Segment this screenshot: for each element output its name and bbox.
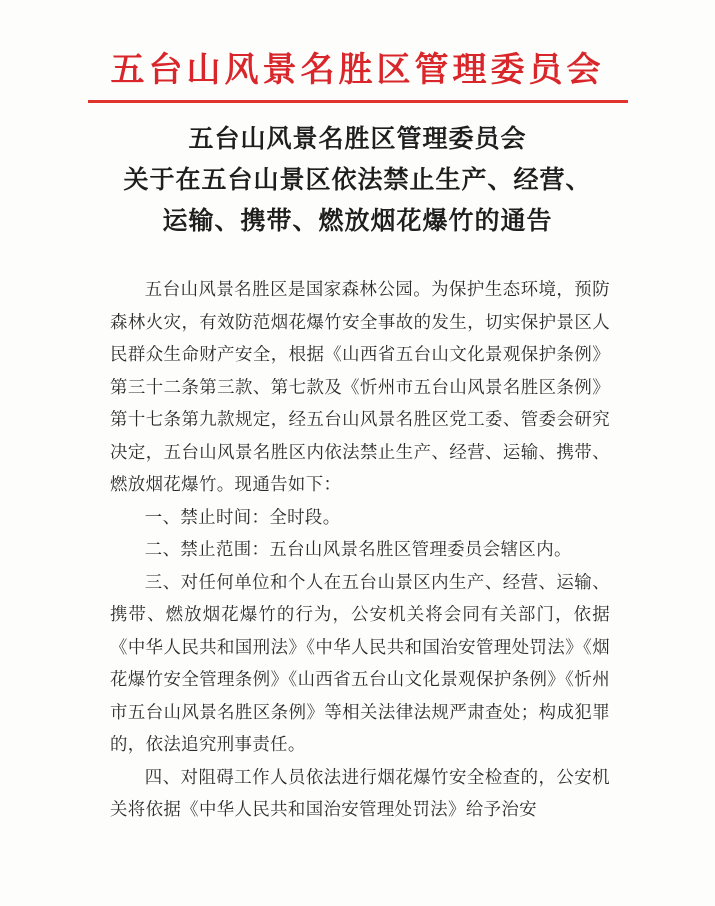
body-paragraph-item-4: 四、对阻碍工作人员依法进行烟花爆竹安全检查的，公安机关将依据《中华人民共和国治安管理处罚法》给予治安 xyxy=(110,767,610,820)
body-paragraph-item-2: 二、禁止范围：五台山风景名胜区管理委员会辖区内。 xyxy=(144,540,572,560)
letterhead-red-rule xyxy=(88,100,628,103)
body-paragraph-item-1: 一、禁止时间：全时段。 xyxy=(144,507,341,528)
letterhead-title: 五台山风景名胜区管理委员会 xyxy=(110,50,605,90)
body-paragraph-item-3: 三、对任何单位和个人在五台山景区内生产、经营、运输、携带、燃放烟花爆竹的行为，公安机关将会同有关部门，依据《中华人民共和国刑法》《中华人民共和国治安管理处罚法》《烟花爆竹安全管理条例》《山西省五台山文化景观保护条例》《忻州市五台山风景名胜区条例》等相关法律法规严肃查处；构成犯罪的，依法追究刑事责任。 xyxy=(110,572,610,755)
notice-body xyxy=(110,274,610,827)
notice-title-line: 运输、携带、燃放烟花爆竹的通告 xyxy=(162,206,553,235)
notice-title-line: 关于在五台山景区依法禁止生产、经营、 xyxy=(123,165,592,194)
notice-title xyxy=(0,118,715,241)
notice-title-line: 五台山风景名胜区管理委员会 xyxy=(188,124,527,153)
body-paragraph-intro: 五台山风景名胜区是国家森林公园。为保护生态环境，预防森林火灾，有效防范烟花爆竹安全事故的发生，切实保护景区人民群众生命财产安全，根据《山西省五台山文化景观保护条例》第三十二条第三款、第七款及《忻州市五台山风景名胜区条例》第十七条第九款规定，经五台山风景名胜区党工委、管委会研究决定，五台山风景名胜区内依法禁止生产、经营、运输、携带、燃放烟花爆竹。现通告如下： xyxy=(110,280,610,495)
